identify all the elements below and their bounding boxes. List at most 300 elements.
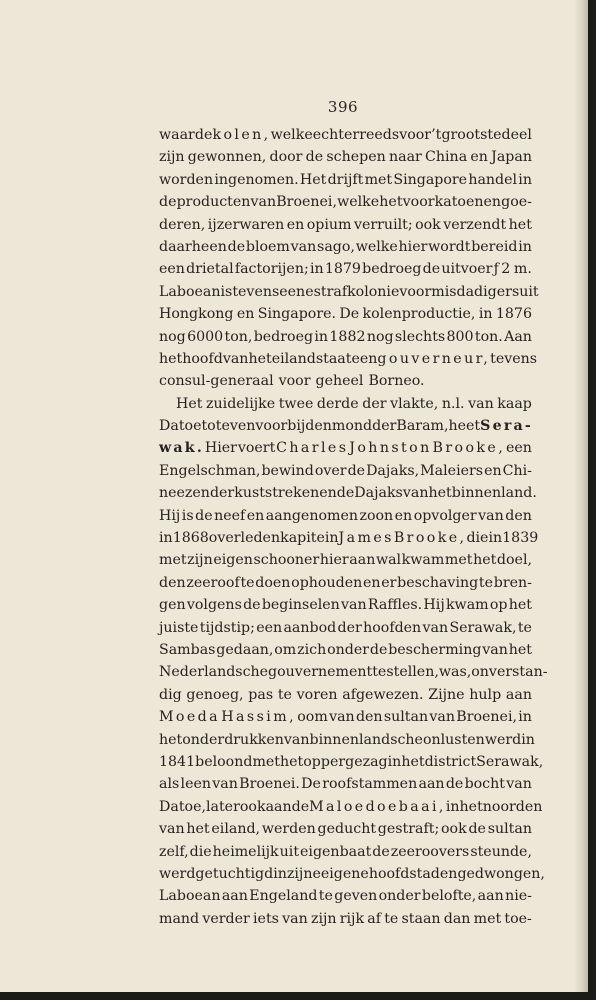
word: sultan [487,821,532,838]
word: van [482,641,508,658]
word: Broenei. [239,776,300,793]
word: van [283,731,310,748]
word: slechts [394,328,446,345]
word: Laboean [159,888,221,905]
word: Aan [504,328,532,345]
word: is [220,283,233,300]
word: af [367,910,381,927]
text-line [159,169,532,191]
word: De [339,306,360,323]
word: eiland [271,350,316,367]
text-line [159,258,532,280]
word: ƒ2 [493,261,513,278]
word: Engeland [249,888,318,905]
word: in [445,798,460,815]
word: voor [399,127,432,143]
word: genoeg, [186,686,244,703]
word: der [362,395,387,412]
word: gouvernement [268,664,373,681]
word: voren [296,686,338,703]
word: in [387,753,402,770]
word: het [379,194,403,211]
word: Datoe [159,418,202,435]
word: eigene [320,865,369,882]
word: Dajaks, [366,462,420,479]
word: later [205,798,240,815]
text-line [159,751,544,773]
word: leen [180,776,212,793]
word: mond [331,418,373,435]
word: beschaving [397,574,479,591]
word: drijft [327,171,364,188]
word: kolen, [212,127,271,143]
text-line [159,594,532,616]
word: de [422,261,441,278]
word: Hier [204,440,237,457]
word: en [246,507,265,524]
word: in [159,530,173,547]
word: van [212,776,238,793]
word: kwam [401,552,445,569]
word: uit [279,843,300,860]
word: wak. [159,440,204,457]
word: den [355,709,383,726]
word: Maleiers [420,462,484,479]
word: dan [443,910,471,927]
word: beloond [195,753,253,770]
text-line [159,370,532,392]
word: sultan [383,709,429,726]
word: waar [159,127,195,143]
word: worden [159,171,214,188]
word: voor [278,373,311,390]
word: Baram, [396,418,449,435]
word: consul-generaal [159,373,274,390]
word: onderdrukken [182,731,284,748]
text-line [159,818,532,840]
word: afgewezen. [342,686,424,703]
text-line [159,908,532,930]
word: en [394,507,413,524]
word: rijk [339,910,365,927]
word: Maloedoe [309,798,399,815]
word: Broenei, [456,709,517,726]
word: het [428,485,452,502]
word: geheel [315,373,364,390]
word: echter [312,127,360,143]
word: drietal [186,261,234,278]
word: 1868 [172,530,209,547]
word: Charles [276,440,349,457]
word: den [505,507,532,524]
word: aan [505,686,532,703]
word: zijn [159,149,185,166]
word: de [305,149,324,166]
word: de [347,462,366,479]
word: Chi- [502,462,532,479]
word: de [243,597,261,614]
word: daarheen [159,238,227,255]
word: nog [366,328,394,345]
word: Serawak, [449,619,517,636]
word: door [269,149,303,166]
word: eiland, [211,821,261,838]
text-line [159,706,532,728]
word: factorijen; [234,261,309,278]
word: Singapore [393,171,468,188]
word: het [473,552,497,569]
text-line [159,460,532,482]
word: om [274,641,297,658]
word: handel [468,171,518,188]
word: in [488,530,503,547]
word: het [159,731,183,748]
word: 1841 [159,753,196,770]
word: en [286,216,305,233]
word: aan [477,888,504,905]
word: aan [221,888,248,905]
text-line [159,527,539,549]
word: het [508,216,532,233]
word: Laboean [159,283,221,300]
text-line [159,796,543,818]
word: te [318,888,333,905]
word: te [240,574,255,591]
word: heimelijk [212,843,279,860]
word: opvolger [413,507,477,524]
word: der [372,418,397,435]
text-line [159,482,537,504]
word: roofstammen [322,776,418,793]
word: volgens [186,597,242,614]
word: van [402,485,429,502]
word: dig [159,686,182,703]
word: met [473,910,502,927]
word: van [468,395,494,412]
word: De [301,776,321,793]
word: Zijne [428,686,465,703]
word: bewind [261,462,314,479]
word: sago, [317,238,355,255]
word: zijn [310,910,337,927]
word: als [159,776,180,793]
word: hier [319,552,349,569]
text-line [159,236,532,258]
word: goe- [501,194,532,211]
word: hoofdstad [368,865,440,882]
word: doel, [496,552,532,569]
word: beginselen [261,597,340,614]
word: het [459,798,483,815]
word: producten [176,194,251,211]
word: zoon [359,507,394,524]
word: naar [388,149,422,166]
word: in [518,171,532,188]
word: nie- [505,888,532,905]
word: vlakte, [390,395,439,412]
word: reeds [359,127,400,143]
word: aan [349,552,376,569]
word: Singapore. [257,306,337,323]
text-line [159,146,532,168]
word: geven [334,888,378,905]
word: zich [297,641,327,658]
word: uit [519,283,539,300]
word: zelf, [159,843,189,860]
word: juiste [159,619,199,636]
word: stellen, [386,664,439,681]
word: Sambas [159,641,216,658]
word: zeeroof [186,574,240,591]
text-line [159,348,538,370]
word: Moeda [159,709,221,726]
word: en [362,574,381,591]
word: binnenland. [451,485,537,502]
word: te [372,664,387,681]
word: hoofd [182,350,223,367]
text-line [159,729,535,751]
word: voor [399,283,432,300]
word: te [277,686,292,703]
word: de [445,776,464,793]
word: wal [375,552,402,569]
text-line [159,617,532,639]
word: 6000 [187,328,224,345]
word: kolenproductie, [362,306,476,323]
word: te [384,910,399,927]
word: tot [201,418,222,435]
word: twee [278,395,314,412]
word: neezen [159,485,210,502]
word: met [252,753,280,770]
word: werd [484,731,522,748]
word: de [369,641,388,658]
word: van [159,821,185,838]
word: gewonnen, [187,149,267,166]
word: Hassim, [221,709,296,726]
word: van [422,619,449,636]
word: oom [297,709,328,726]
word: 1882 [329,328,366,345]
word: verder [202,910,250,927]
word: 1879 [324,261,361,278]
word: in [309,261,324,278]
word: gedwongen, [457,865,545,882]
word: werden [261,821,316,838]
word: overleden [208,530,281,547]
word: den [305,418,332,435]
word: pas [248,686,274,703]
word: het [508,641,532,658]
text-line [159,684,532,706]
word: neef [214,507,246,524]
word: kuststreken [234,485,320,502]
word: 1876 [495,306,532,323]
word: noorden [482,798,543,815]
word: mand [159,910,200,927]
word: even [221,418,256,435]
page-gutter-shadow [574,0,588,992]
text-line [159,415,532,437]
word: misdadigers [431,283,520,300]
word: op [489,597,508,614]
word: staan [401,910,441,927]
word: de [159,194,177,211]
word: hoofden [363,619,422,636]
word: ’t [431,127,442,143]
page-number: 396 [327,98,359,116]
word: Het [299,171,327,188]
word: met [159,552,187,569]
text-line [159,773,532,795]
text-line [159,661,548,683]
word: bren- [493,574,532,591]
word: China [425,149,468,166]
text-line [159,214,532,236]
word: voor [402,194,435,211]
word: onder [378,888,421,905]
word: hier [398,238,428,255]
word: ook [239,798,266,815]
word: nog [159,328,186,345]
word: uitvoer [441,261,493,278]
word: gestraft; [377,821,440,838]
word: een [256,619,283,636]
word: Hij [159,507,181,524]
word: van [341,597,367,614]
word: de [372,843,390,860]
text-line [159,863,545,885]
word: Nederlandsche [159,664,269,681]
word: wordt [428,238,471,255]
word: ton, [224,328,253,345]
word: van [506,776,532,793]
word: een [351,350,378,367]
word: katoenen [434,194,502,211]
word: in [518,709,532,726]
word: geducht [317,821,377,838]
word: district [424,753,477,770]
word: in [521,731,535,748]
text-line [159,124,532,146]
word: welke [355,238,398,255]
word: bereid [471,238,518,255]
word: van [250,194,277,211]
word: aan [418,776,445,793]
word: Brooke, [432,440,506,457]
word: Serawak, [476,753,544,770]
word: verzendt [443,216,507,233]
word: den [159,574,186,591]
word: strafkolonie [313,283,400,300]
word: welke [337,194,380,211]
body-text [159,124,548,930]
word: onverstan- [471,664,548,681]
word: getuchtigd [195,865,274,882]
word: bloem [245,238,290,255]
word: ook [441,821,467,838]
word: van [329,709,355,726]
word: eene [279,283,314,300]
word: het [508,597,532,614]
word: de [194,127,213,143]
word: aanbod [283,619,337,636]
word: te [517,619,532,636]
word: m. [513,261,532,278]
word: iets [253,910,279,927]
word: opium [306,216,352,233]
word: n.l. [441,395,465,412]
word: kwam [445,597,489,614]
word: kaap [497,395,532,412]
word: in [273,865,287,882]
word: Dajaks [354,485,403,502]
word: belofte, [421,888,477,905]
word: een [506,440,532,457]
word: zuidelijke [206,395,276,412]
word: en [236,306,255,323]
word: het [280,753,304,770]
word: ijzerwaren [207,216,285,233]
word: bedroeg [253,328,314,345]
word: zeeroovers [390,843,470,860]
word: schooner [253,552,320,569]
word: 1839 [502,530,539,547]
word: en [439,865,458,882]
word: de [468,821,486,838]
text-line [159,437,532,459]
word: welke [270,127,313,143]
word: toe- [504,910,532,927]
word: eigen [213,552,253,569]
word: een [159,261,185,278]
text-line [159,326,532,348]
word: de [227,238,246,255]
word: gen [159,597,186,614]
text-line [159,393,532,415]
word: met [364,171,393,188]
word: Datoe, [159,798,206,815]
word: Engelschman, [159,462,261,479]
word: heet [448,418,481,435]
word: ophouden [291,574,363,591]
word: over [314,462,347,479]
word: kapitein [280,530,339,547]
word: tevens [490,350,538,367]
word: de [336,485,355,502]
word: Borneo. [368,373,425,390]
word: van [478,507,504,524]
text-line [159,505,532,527]
word: en [484,462,502,479]
word: gedaan, [216,641,274,658]
word: Brooke, [393,530,467,547]
word: Johnston [349,440,432,457]
word: het [159,350,183,367]
word: derde [316,395,359,412]
word: de [291,798,310,815]
word: voert [237,440,276,457]
word: voorbij [255,418,306,435]
word: der [337,619,362,636]
word: te [478,574,494,591]
word: der [209,485,235,502]
word: Hongkong [159,306,234,323]
text-line [159,639,532,661]
text-line [159,281,539,303]
text-line [159,549,532,571]
word: het [401,753,425,770]
